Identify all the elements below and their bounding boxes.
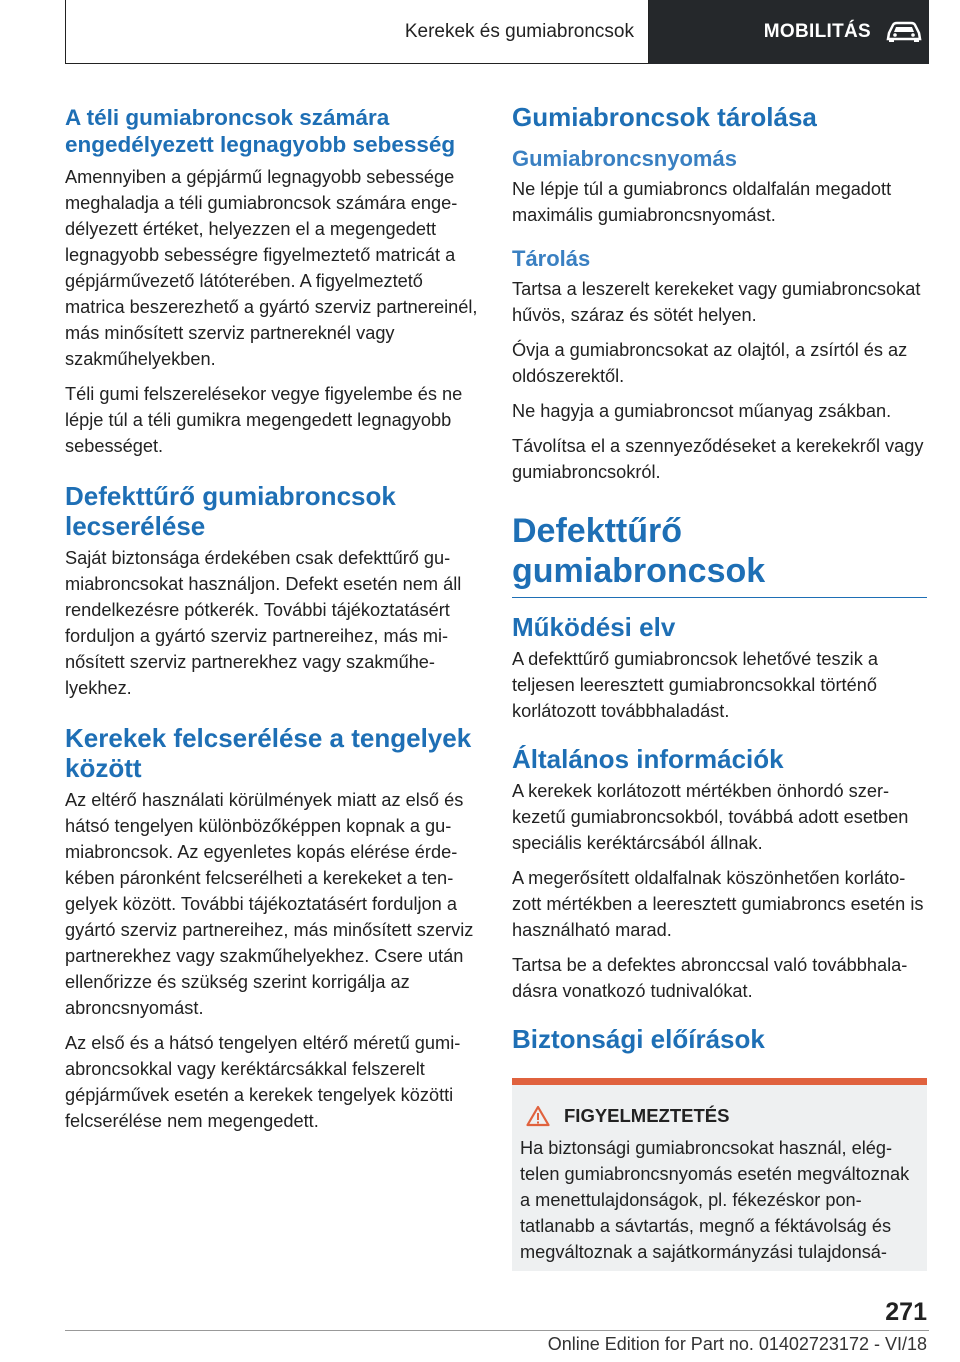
paragraph: Téli gumi felszerelésekor vegye figyelembe és ne lépje túl a téli gumikra megengedett legnagyobb sebességet. [65, 384, 463, 456]
car-icon [885, 21, 923, 43]
heading-winter-speed: A téli gumiabroncsok számára engedélyezett legnagyobb sebesség [65, 105, 456, 157]
right-column [512, 100, 927, 1271]
heading-general-info: Általános információk [512, 744, 784, 774]
paragraph: A kerekek korlátozott mértékben önhordó szerkezetű gumiabroncsokból, továbbá adott esetben speciális keréktárcsából állnak. [512, 781, 909, 853]
warning-text: Ha biztonsági gumiabroncsokat használ, elégtelen gumiabroncsnyomás esetén megváltoznak a menettulajdonságok, pl. fékezéskor pontatlanabb a sávtartás, megnő a féktávolság és megváltoznak a sajátkormányzási tulajdonsá- [520, 1138, 910, 1262]
paragraph: Az első és a hátsó tengelyen eltérő méretű gumiabroncsokkal vagy keréktárcsákkal felszerelt gépjárművek esetén a kerekek tengelyek közötti felcserélése nem megengedett. [65, 1033, 461, 1131]
warning-triangle-icon [526, 1105, 550, 1127]
paragraph: Tartsa be a defektes abronccsal való továbbhaladásra vonatkozó tudnivalókat. [512, 955, 908, 1001]
heading-wheel-swap: Kerekek felcserélése a tengelyek között [65, 723, 472, 783]
section-title: Kerekek és gumiabroncsok [65, 0, 649, 64]
heading-storage: Tárolás [512, 246, 591, 271]
paragraph: Tartsa a leszerelt kerekeket vagy gumiabroncsokat hűvös, száraz és sötét helyen. [512, 279, 921, 325]
chapter-tab [649, 0, 929, 64]
paragraph: A defekttűrő gumiabroncsok lehetővé teszik a teljesen leeresztett gumiabroncsokkal történő korlátozott továbbhaladást. [512, 649, 878, 721]
paragraph: Óvja a gumiabroncsokat az olajtól, a zsírtól és az oldószerektől. [512, 340, 908, 386]
page-number: 271 [885, 1298, 927, 1326]
paragraph: Amennyiben a gépjármű legnagyobb sebessége meghaladja a téli gumiabroncsok számára engedélyezett értéket, helyezzen el a megengedett legnagyobb sebességre figyelmeztető matricát a gépjárművezető látóterében. A figyelmeztető matrica beszerezhető a gyártó szerviz partnereinél, más minősített szerviz partnereknél vagy szakműhelyekben. [65, 167, 478, 369]
warning-box [512, 1078, 927, 1271]
page-header [65, 0, 929, 64]
heading-runflat-tires: Defekttűrő gumiabroncsok [512, 511, 927, 598]
heading-safety: Biztonsági előírások [512, 1024, 765, 1054]
paragraph: A megerősített oldalfalnak köszönhetően korlátozott mértékben a leeresztett gumiabroncs esetén is használható marad. [512, 868, 924, 940]
warning-title: FIGYELMEZTETÉS [564, 1105, 730, 1126]
heading-operating-principle: Működési elv [512, 612, 676, 642]
paragraph: Távolítsa el a szennyeződéseket a kerekekről vagy gumiabroncsokról. [512, 436, 924, 482]
heading-tire-pressure: Gumiabroncsnyomás [512, 146, 737, 171]
chapter-title: MOBILITÁS [763, 21, 871, 42]
edition-footer: Online Edition for Part no. 01402723172 - VI/18 [547, 1334, 927, 1354]
heading-runflat-replacement: Defekttűrő gumiabroncsok lecserélése [65, 481, 396, 541]
paragraph: Ne lépje túl a gumiabroncs oldalfalán megadott maximális gumiabroncsnyomást. [512, 179, 892, 225]
paragraph: Az eltérő használati körülmények miatt az első és hátsó tengelyen különbözőképpen kopnak a gumiabroncsok. Az egyenletes kopás elérése érdekében páronként felcserélheti a kerekeket a tengelyek között. További tájékoztatásért forduljon a gyártó szerviz partnereihez, más minősített szerviz partnerekhez vagy szakműhelyekhez. Csere után ellenőrizze és szükség szerint korrigálja az abroncsnyomást. [65, 790, 474, 1018]
warning-header [520, 1105, 919, 1127]
footer-divider [65, 1330, 929, 1331]
left-column [65, 100, 480, 1143]
paragraph: Ne hagyja a gumiabroncsot műanyag zsákban. [512, 401, 892, 421]
heading-tire-storage: Gumiabroncsok tárolása [512, 102, 817, 132]
paragraph: Saját biztonsága érdekében csak defekttűrő gumiabroncsokat használjon. Defekt esetén nem áll rendelkezésre pótkerék. További tájékoztatásért forduljon a gyártó szerviz partnereihez, más minősített szerviz partnerekhez vagy szakműhelyekhez. [65, 548, 462, 698]
